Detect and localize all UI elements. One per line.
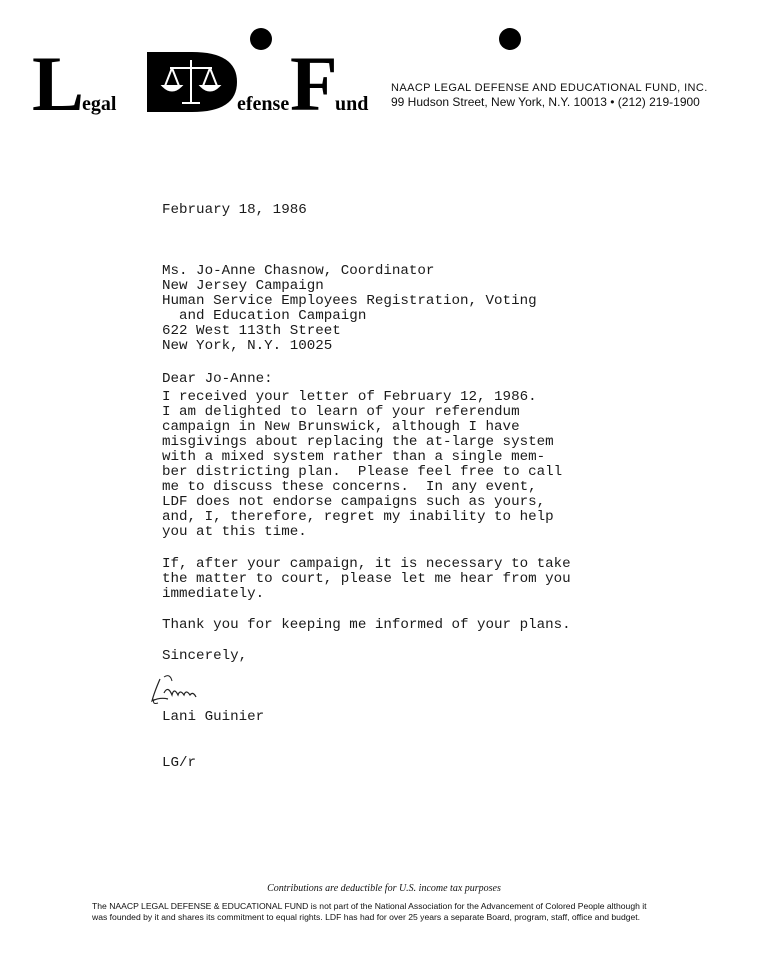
body-line: you at this time. [162, 524, 307, 540]
logo-word-und: und [335, 93, 369, 115]
body-line: me to discuss these concerns. In any event, [162, 479, 537, 495]
body-line: misgivings about replacing the at-large system [162, 434, 554, 450]
recipient-line: Ms. Jo-Anne Chasnow, Coordinator [162, 263, 435, 279]
body-line: ber districting plan. Please feel free to call [162, 464, 563, 480]
body-line: campaign in New Brunswick, although I have [162, 419, 520, 435]
punch-hole-right [499, 28, 521, 50]
closing: Sincerely, [162, 648, 248, 664]
body-line: Thank you for keeping me informed of your plans. [162, 617, 571, 633]
logo-letter-f: F [290, 48, 338, 116]
body-line: immediately. [162, 586, 265, 602]
disclaimer-line-1: The NAACP LEGAL DEFENSE & EDUCATIONAL FUND is not part of the National Association for the Advancement of Colored People although it [92, 901, 647, 911]
salutation: Dear Jo-Anne: [162, 371, 273, 387]
tax-deductible-note: Contributions are deductible for U.S. income tax purposes [267, 883, 501, 894]
logo-word-efense: efense [237, 93, 290, 115]
punch-hole-left [250, 28, 272, 50]
body-line: I am delighted to learn of your referendum [162, 404, 520, 420]
body-line: the matter to court, please let me hear from you [162, 571, 571, 587]
recipient-line: New York, N.Y. 10025 [162, 338, 333, 354]
body-line: I received your letter of February 12, 1986. [162, 389, 537, 405]
org-name: NAACP LEGAL DEFENSE AND EDUCATIONAL FUND, INC. [391, 82, 708, 94]
typist-initials: LG/r [162, 755, 197, 771]
body-line: and, I, therefore, regret my inability to help [162, 509, 554, 525]
logo-word-egal: egal [82, 93, 117, 115]
signer-name: Lani Guinier [162, 709, 265, 725]
handwritten-signature [150, 675, 220, 707]
recipient-line: New Jersey Campaign [162, 278, 324, 294]
recipient-line: 622 West 113th Street [162, 323, 341, 339]
letter-date: February 18, 1986 [162, 202, 307, 218]
ldf-logo [32, 48, 372, 116]
disclaimer-line-2: was founded by it and shares its commitment to equal rights. LDF has had for over 25 years a separate Board, program, staff, office and budget. [92, 912, 641, 922]
body-line: with a mixed system rather than a single mem- [162, 449, 546, 465]
org-address: 99 Hudson Street, New York, N.Y. 10013 • (212) 219-1900 [391, 95, 700, 109]
recipient-line: Human Service Employees Registration, Voting [162, 293, 537, 309]
recipient-line: and Education Campaign [162, 308, 367, 324]
body-line: LDF does not endorse campaigns such as yours, [162, 494, 546, 510]
body-line: If, after your campaign, it is necessary to take [162, 556, 571, 572]
logo-letter-l: L [32, 48, 85, 116]
